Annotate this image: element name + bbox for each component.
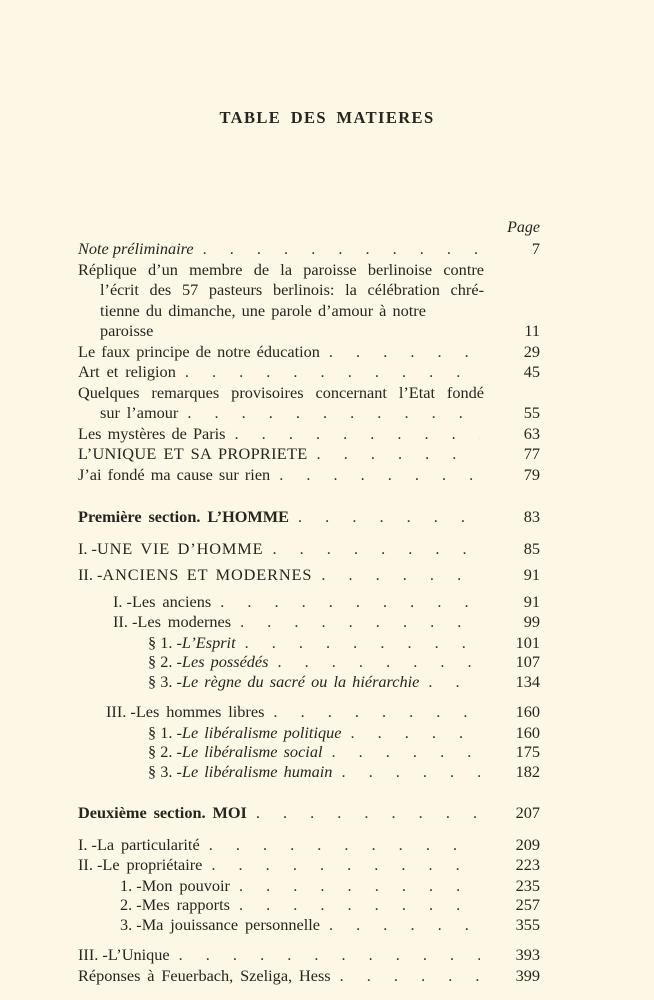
dot-leader xyxy=(203,239,480,255)
spacer xyxy=(78,781,540,803)
toc-entry[interactable] xyxy=(78,444,540,465)
toc-entry-page: 107 xyxy=(515,652,540,671)
toc-entry-marker: 3. - xyxy=(120,914,142,934)
dot-leader xyxy=(340,966,480,982)
toc-entry-marker: I. - xyxy=(78,834,97,854)
dot-leader xyxy=(185,362,480,378)
toc-entry-label: UNE VIE D’HOMME xyxy=(96,538,264,558)
spacer xyxy=(78,934,540,945)
toc-entry[interactable] xyxy=(78,855,540,876)
toc-section-heading-label: Première section. L’HOMME xyxy=(78,507,290,526)
toc-entry-marker: § 2. - xyxy=(148,742,182,761)
toc-entry-marker: 1. - xyxy=(120,875,142,895)
toc-entry[interactable] xyxy=(78,742,540,762)
dot-leader xyxy=(329,915,480,931)
toc-entry-label: La particularité xyxy=(96,834,200,854)
toc-entry-page: 91 xyxy=(523,565,540,584)
toc-entry-page: 209 xyxy=(515,834,540,854)
toc-entry-label: Les modernes xyxy=(137,612,232,631)
toc-entry-page: 91 xyxy=(523,591,540,611)
dot-leader xyxy=(321,565,480,581)
toc-entry-marker: III. - xyxy=(106,702,136,721)
toc-entry-page: 11 xyxy=(524,321,540,340)
toc-entry-label: Note préliminaire xyxy=(78,239,194,258)
toc-entry-label: L’UNIQUE ET SA PROPRIETE xyxy=(78,444,308,463)
toc-entry-label-cont: tienne du dimanche, une parole d’amour à notre paroisse xyxy=(100,300,426,340)
dot-leader xyxy=(273,702,480,718)
dot-leader xyxy=(240,612,480,628)
spacer xyxy=(78,485,540,507)
toc-entry-label: Les anciens xyxy=(131,591,212,611)
toc-entry-page: 355 xyxy=(515,914,540,934)
toc-entry-page: 399 xyxy=(515,965,540,985)
toc-entry-marker: § 3. - xyxy=(148,761,182,781)
toc-entry-page: 257 xyxy=(515,895,540,914)
toc-entry-page: 223 xyxy=(515,855,540,874)
toc-entry[interactable] xyxy=(78,895,540,915)
toc-entry-page: 55 xyxy=(523,403,540,422)
toc-entry-page: 134 xyxy=(515,671,540,691)
toc-entry-page: 29 xyxy=(523,341,540,361)
dot-leader xyxy=(273,539,480,555)
dot-leader xyxy=(235,424,480,440)
toc-entry[interactable] xyxy=(78,762,540,782)
toc-entry-marker: II. - xyxy=(113,612,138,631)
toc-entry-marker: III. - xyxy=(78,945,108,964)
toc-entry-marker: § 2. - xyxy=(148,652,182,671)
dot-leader xyxy=(329,342,480,358)
dot-leader xyxy=(209,835,480,851)
toc-entry-page: 175 xyxy=(515,742,540,761)
dot-leader xyxy=(256,803,480,819)
toc-entry-page: 160 xyxy=(515,722,540,742)
toc-entry-page: 101 xyxy=(515,632,540,652)
dot-leader xyxy=(428,672,480,688)
dot-leader xyxy=(187,403,480,419)
toc-entry-marker: § 3. - xyxy=(148,671,182,691)
toc-entry-label-cont: l’écrit des 57 pasteurs berlinois: la célébration chré- xyxy=(100,280,484,299)
toc-entry-label-cont: sur l’amour xyxy=(100,403,179,422)
toc-entry-page: 7 xyxy=(531,239,540,258)
toc-entry[interactable] xyxy=(78,424,540,445)
toc-entry[interactable] xyxy=(78,383,540,424)
dot-leader xyxy=(239,876,480,892)
toc-entry[interactable] xyxy=(78,672,540,692)
toc-entry-label: Le libéralisme social xyxy=(181,742,323,761)
toc-entry-label: Réplique d’un membre de la paroisse berlinoise contre xyxy=(78,259,484,279)
toc-section-heading-label: Deuxième section. MOI xyxy=(78,803,247,822)
page-title: TABLE DES MATIERES xyxy=(219,108,435,127)
toc-section-heading-page: 207 xyxy=(515,803,540,822)
toc-entry-marker: I. - xyxy=(113,591,132,611)
toc-entry-marker: § 1. - xyxy=(148,632,182,652)
toc-entry-page: 235 xyxy=(515,875,540,895)
dot-leader xyxy=(220,592,480,608)
toc-entry-label: Le propriétaire xyxy=(102,855,203,874)
toc-entry-label: Mes rapports xyxy=(141,895,230,914)
spacer xyxy=(78,824,540,835)
dot-leader xyxy=(350,723,480,739)
toc-entry-page: 45 xyxy=(523,362,540,381)
toc-entry-label: Les mystères de Paris xyxy=(78,423,226,443)
toc-entry[interactable] xyxy=(78,835,540,856)
toc-entry[interactable] xyxy=(78,539,540,560)
toc-entry-page: 160 xyxy=(515,702,540,721)
spacer xyxy=(78,528,540,539)
table-of-contents xyxy=(78,218,540,986)
page-column-header: Page xyxy=(507,219,540,236)
dot-leader xyxy=(278,652,481,668)
toc-entry-label: Ma jouissance personnelle xyxy=(141,914,321,934)
toc-entry[interactable] xyxy=(78,633,540,653)
toc-entry-label: Mon pouvoir xyxy=(141,875,230,895)
toc-entry[interactable] xyxy=(78,342,540,363)
toc-entry[interactable] xyxy=(78,945,540,966)
toc-entry-page: 85 xyxy=(523,538,540,558)
toc-entry-label: L’Esprit xyxy=(181,632,236,652)
toc-entry[interactable] xyxy=(78,652,540,672)
toc-entry-page: 99 xyxy=(523,612,540,631)
toc-entry-label: ANCIENS ET MODERNES xyxy=(102,565,313,584)
toc-entry-page: 77 xyxy=(523,444,540,463)
toc-entry-label: Le règne du sacré ou la hiérarchie xyxy=(181,671,420,691)
toc-entry-label: Le libéralisme humain xyxy=(181,761,333,781)
toc-entry[interactable] xyxy=(78,876,540,896)
toc-entry-label: J’ai fondé ma cause sur rien xyxy=(78,464,271,484)
toc-entry[interactable] xyxy=(78,239,540,260)
dot-leader xyxy=(279,465,480,481)
dot-leader xyxy=(239,895,480,911)
toc-entry-marker: II. - xyxy=(78,565,103,584)
toc-entry[interactable] xyxy=(78,362,540,383)
toc-section-heading[interactable] xyxy=(78,507,540,528)
toc-entry[interactable] xyxy=(78,612,540,633)
toc-section-heading[interactable] xyxy=(78,803,540,824)
dot-leader xyxy=(317,444,480,460)
toc-section-heading-page: 83 xyxy=(523,507,540,526)
toc-entry-marker: 2. - xyxy=(120,895,142,914)
toc-entry-page: 182 xyxy=(515,761,540,781)
dot-leader xyxy=(332,742,481,758)
toc-entry[interactable] xyxy=(78,915,540,935)
toc-entry-marker: § 1. - xyxy=(148,722,182,742)
toc-entry-page: 63 xyxy=(523,423,540,443)
toc-entry-label: Le faux principe de notre éducation xyxy=(78,341,320,361)
dot-leader xyxy=(179,945,480,961)
dot-leader xyxy=(245,633,480,649)
toc-entry[interactable] xyxy=(78,723,540,743)
toc-entry-label: Réponses à Feuerbach, Szeliga, Hess xyxy=(78,965,331,985)
toc-entry-label: Quelques remarques provisoires concernant l’Etat fondé xyxy=(78,382,484,402)
toc-entry[interactable] xyxy=(78,702,540,723)
spacer xyxy=(78,691,540,702)
toc-entry[interactable] xyxy=(78,465,540,486)
toc-entry-label: Les possédés xyxy=(181,652,269,671)
dot-leader xyxy=(211,855,480,871)
toc-entry-label: Les hommes libres xyxy=(135,702,265,721)
dot-leader xyxy=(298,507,480,523)
toc-entry-label: Le libéralisme politique xyxy=(181,722,342,742)
toc-entry-marker: II. - xyxy=(78,855,103,874)
toc-entry-page: 79 xyxy=(523,464,540,484)
toc-entry[interactable] xyxy=(78,966,540,987)
toc-entry[interactable] xyxy=(78,565,540,586)
toc-entry[interactable] xyxy=(78,260,540,342)
toc-entry-label: Art et religion xyxy=(78,362,176,381)
toc-entry-page: 393 xyxy=(515,945,540,964)
toc-entry-label: L’Unique xyxy=(107,945,170,964)
dot-leader xyxy=(341,762,480,778)
toc-entry[interactable] xyxy=(78,592,540,613)
toc-entry-marker: I. - xyxy=(78,538,97,558)
